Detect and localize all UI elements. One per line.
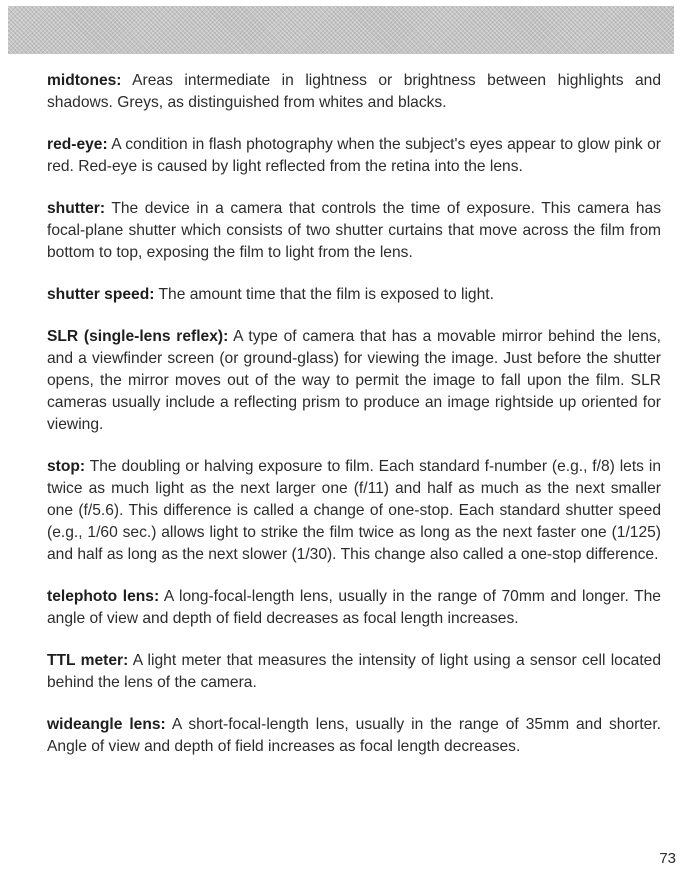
glossary-entry-ttl-meter <box>47 650 661 694</box>
glossary-entry-slr <box>47 326 661 436</box>
glossary-entry-shutter-speed <box>47 284 661 306</box>
glossary-definition: A condition in flash photography when the subject's eyes appear to glow pink or red. Red-eye is caused by light reflected from the retina into the lens. <box>47 136 661 175</box>
glossary-term: shutter speed: <box>47 286 155 303</box>
glossary-definition: Areas intermediate in lightness or brightness between highlights and shadows. Greys, as distinguished from whites and blacks. <box>47 72 661 111</box>
glossary-entry-wideangle-lens <box>47 714 661 758</box>
glossary-definition: The doubling or halving exposure to film. Each standard f-number (e.g., f/8) lets in twice as much light as the next larger one (f/11) and half as much as the next smaller one (f/5.6). This difference is called a change of one-stop. Each standard shutter speed (e.g., 1/60 sec.) allows light to strike the film twice as long as the next faster one (1/125) and half as long as the next slower (1/30). This change also called a one-stop difference. <box>47 458 661 563</box>
glossary-term: wideangle lens: <box>47 716 166 733</box>
glossary-definition: A type of camera that has a movable mirror behind the lens, and a viewfinder screen (or ground-glass) for viewing the image. Just before the shutter opens, the mirror moves out of the way to permit the image to fall upon the film. SLR cameras usually include a reflecting prism to produce an image rightside up oriented for viewing. <box>47 328 662 433</box>
glossary-definition: A light meter that measures the intensity of light using a sensor cell located behind the lens of the camera. <box>47 652 661 691</box>
glossary-entry-shutter <box>47 198 661 264</box>
glossary-term: SLR (single-lens reflex): <box>47 328 229 345</box>
page-number: 73 <box>659 850 676 867</box>
glossary-entry-red-eye <box>47 134 661 178</box>
glossary-definition: A short-focal-length lens, usually in the range of 35mm and shorter. Angle of view and depth of field increases as focal length decreases. <box>47 716 661 755</box>
glossary-entry-telephoto-lens <box>47 586 661 630</box>
glossary-list <box>47 70 661 778</box>
glossary-definition: A long-focal-length lens, usually in the range of 70mm and longer. The angle of view and depth of field decreases as focal length increases. <box>47 588 661 627</box>
glossary-term: red-eye: <box>47 136 108 153</box>
glossary-entry-stop <box>47 456 661 566</box>
header-band <box>8 6 674 54</box>
glossary-term: TTL meter: <box>47 652 129 669</box>
glossary-term: midtones: <box>47 72 122 89</box>
glossary-term: stop: <box>47 458 86 475</box>
glossary-definition: The device in a camera that controls the time of exposure. This camera has focal-plane shutter which consists of two shutter curtains that move across the film from bottom to top, exposing the film to light from the lens. <box>47 200 661 261</box>
glossary-entry-midtones <box>47 70 661 114</box>
glossary-term: telephoto lens: <box>47 588 160 605</box>
glossary-definition: The amount time that the film is exposed to light. <box>154 286 494 303</box>
glossary-term: shutter: <box>47 200 106 217</box>
